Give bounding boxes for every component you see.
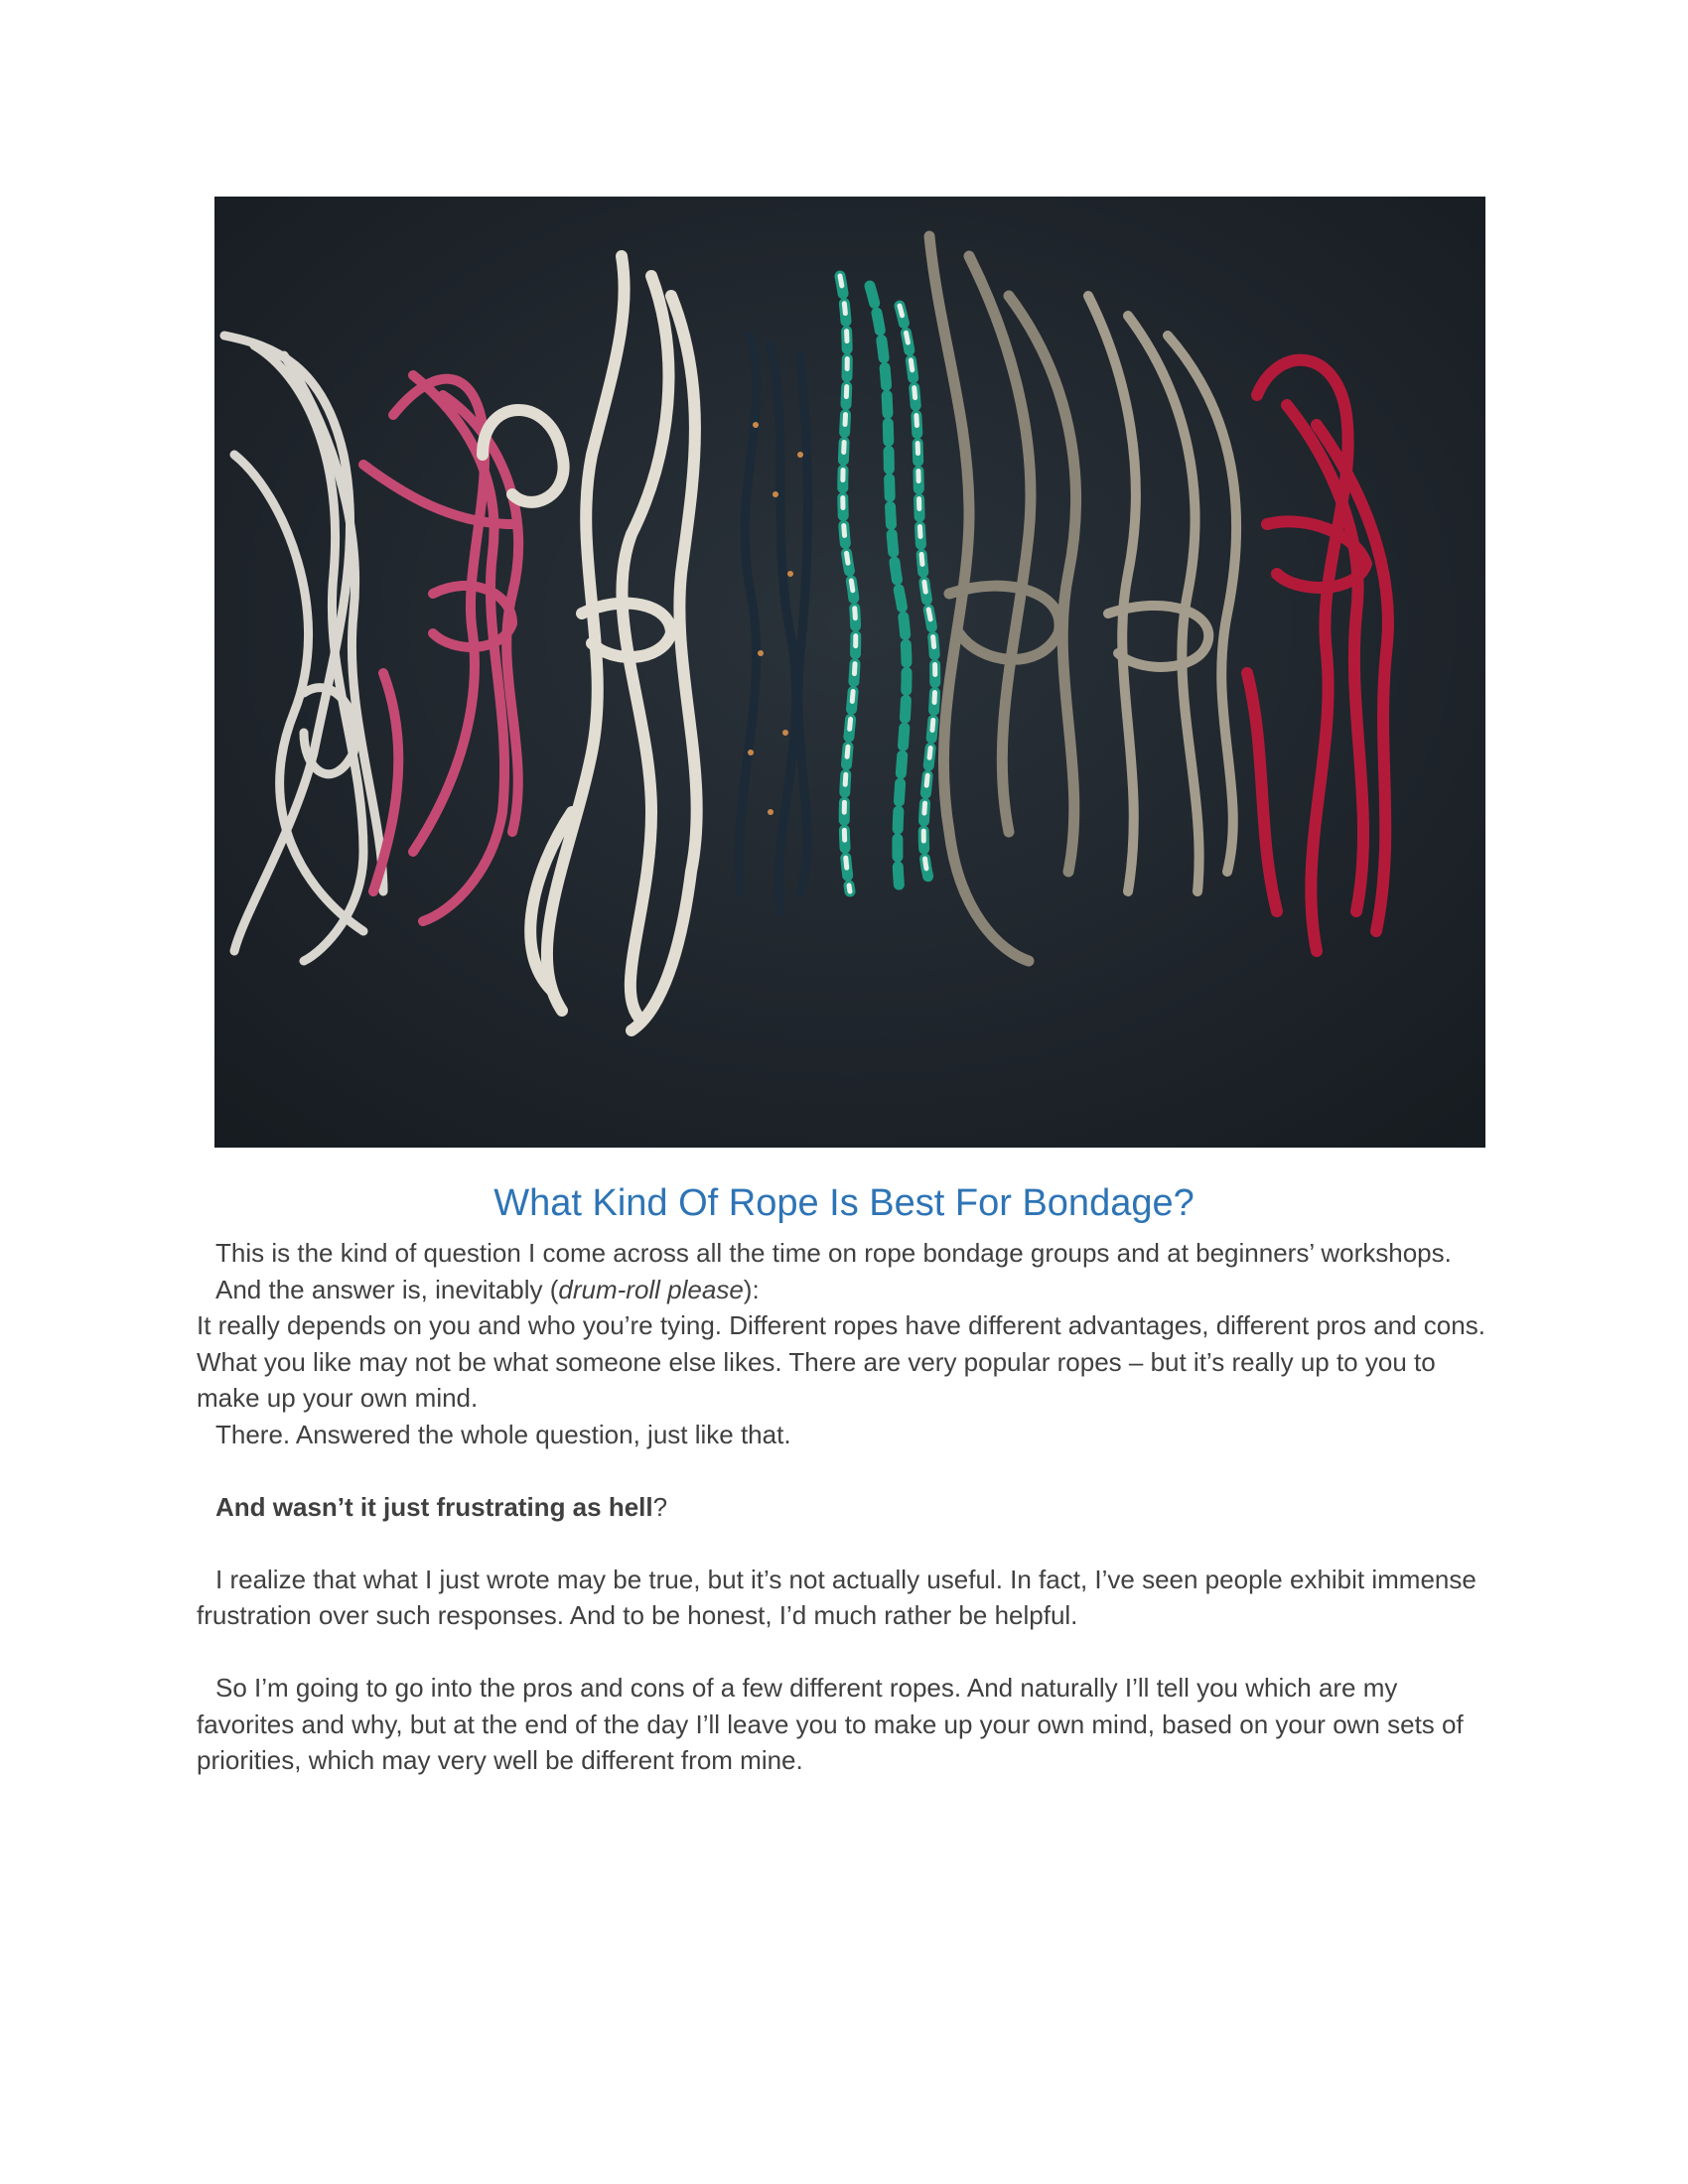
answer-lead-text: And the answer is, inevitably (: [215, 1274, 559, 1304]
paragraph-intro: This is the kind of question I come across all the time on rope bondage groups and at beginners’ workshops.: [215, 1238, 1452, 1268]
article-title: What Kind Of Rope Is Best For Bondage?: [493, 1182, 1195, 1224]
paragraph-there: There. Answered the whole question, just like that.: [215, 1419, 791, 1449]
frustrating-bold-text: And wasn’t it just frustrating as hell: [215, 1491, 653, 1522]
frustrating-tail-text: ?: [652, 1491, 668, 1522]
rope-photo: [214, 197, 1485, 1148]
spacer: [197, 1525, 1487, 1562]
article-body: [197, 1235, 1487, 1779]
spacer: [197, 1452, 1487, 1489]
answer-tail-text: ):: [743, 1274, 760, 1304]
spacer: [197, 1634, 1487, 1671]
paragraph-realize: I realize that what I just wrote may be true, but it’s not actually useful. In fact, I’ve seen people exhibit immense frustration over such responses. And to be honest, I’d much rather be helpful.: [197, 1564, 1477, 1630]
paragraph-depends: It really depends on you and who you’re tying. Different ropes have different advantages, different pros and cons. What you like may not be what someone else likes. There are very popular ropes – but it’s really up to you to make up your own mind.: [197, 1310, 1485, 1413]
paragraph-pros-cons: So I’m going to go into the pros and cons of a few different ropes. And naturally I’ll tell you which are my favorites and why, but at the end of the day I’ll leave you to make up your own mind, based on your own sets of priorities, which may very well be different from mine.: [197, 1673, 1464, 1775]
paragraph-answer: [197, 1272, 1487, 1308]
rope-photo-illustration: [214, 197, 1485, 1148]
answer-emphasis-text: drum-roll please: [558, 1274, 744, 1304]
paragraph-frustrating: [197, 1489, 1487, 1526]
